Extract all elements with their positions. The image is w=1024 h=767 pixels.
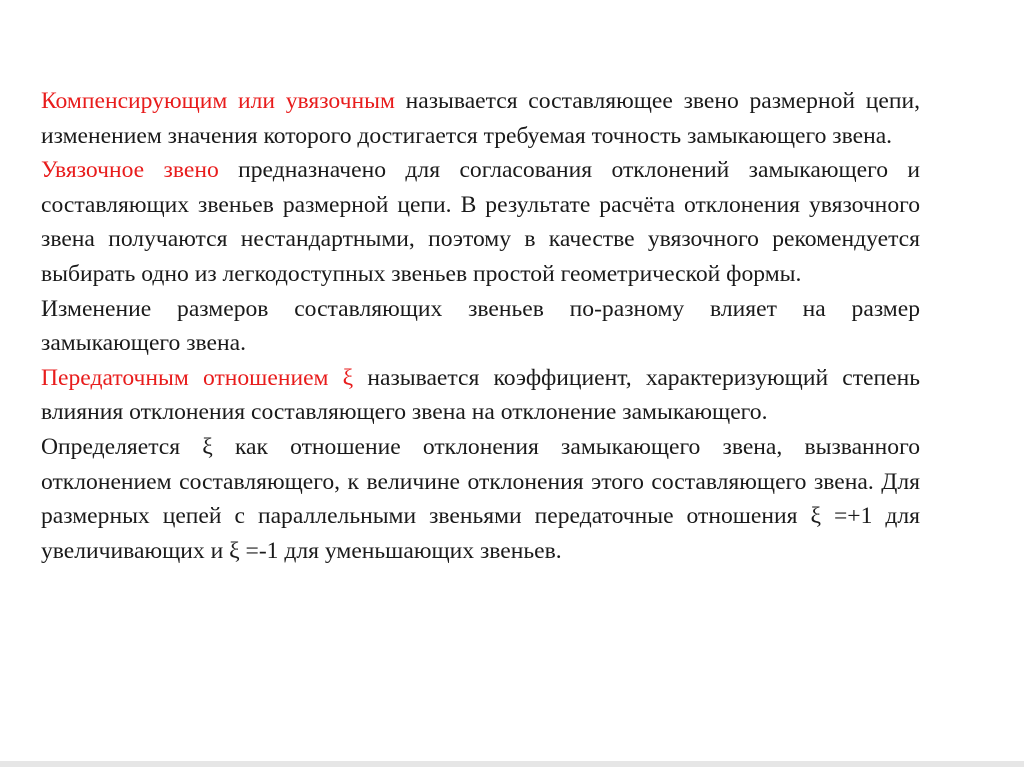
paragraph-text: называется коэффициент, характеризующий степень влияния отклонения составляющего звена на отклонение замыкающего.	[41, 364, 920, 426]
term-linking-link: Увязочное звено	[41, 157, 219, 184]
paragraph-text: предназначено для согласования отклонений замыкающего и составляющих звеньев размерной цепи. В результате расчёта отклонения увязочного звена получаются нестандартными, поэтому в качестве увязочного рекомендуется выбирать одно из легкодоступных звеньев простой геометрической формы.	[41, 157, 920, 287]
paragraph-size-change	[41, 292, 920, 361]
paragraph-text: называется составляющее звено размерной цепи, изменением значения которого достигается требуемая точность замыкающего звена.	[41, 88, 920, 149]
paragraph-text: Изменение размеров составляющих звеньев по-разному влияет на размер замыкающего звена.	[41, 295, 920, 357]
slide-bottom-edge	[0, 761, 1024, 767]
term-compensating: Компенсирующим или увязочным	[41, 88, 395, 114]
paragraph-linking-link	[41, 153, 920, 291]
slide-text-body	[41, 84, 920, 568]
paragraph-text: Определяется ξ как отношение отклонения замыкающего звена, вызванного отклонением составляющего, к величине отклонения этого составляющего звена. Для размерных цепей с параллельными звеньями передаточные отношения ξ =+1 для увеличивающих и ξ =-1 для уменьшающих звеньев.	[41, 433, 920, 564]
term-transfer-ratio: Передаточным отношением ξ	[41, 364, 354, 391]
paragraph-definition	[41, 430, 920, 568]
paragraph-compensating-link	[41, 84, 920, 153]
paragraph-transfer-ratio	[41, 361, 920, 430]
